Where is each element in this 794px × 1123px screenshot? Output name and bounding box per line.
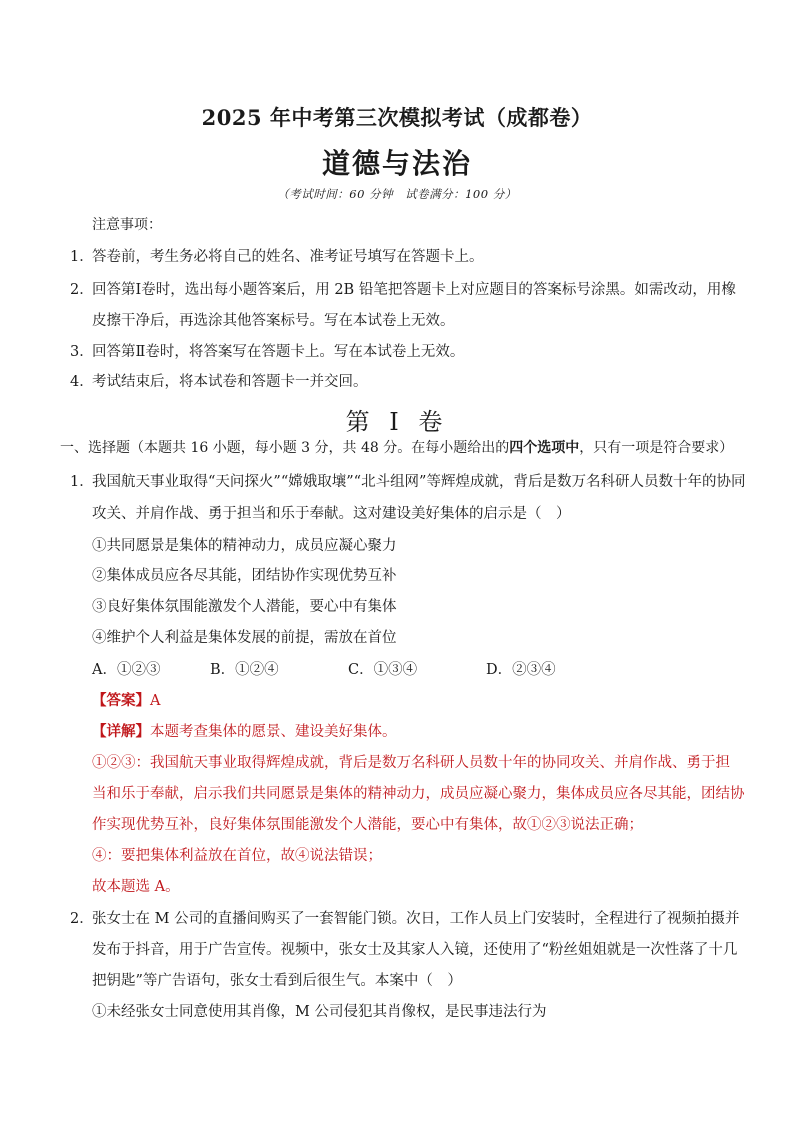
q1-analysis-line3: 作实现优势互补，良好集体氛围能激发个人潜能，要心中有集体，故①②③说法正确； bbox=[92, 817, 643, 833]
q1-option-d: D．②③④ bbox=[486, 662, 556, 678]
q1-detail bbox=[92, 722, 397, 742]
q1-statement-1: ①共同愿景是集体的精神动力，成员应凝心聚力 bbox=[92, 538, 397, 554]
notice-item-4-num: 4． bbox=[70, 374, 94, 390]
q2-statement-1: ①未经张女士同意使用其肖像，M 公司侵犯其肖像权，是民事违法行为 bbox=[92, 1004, 547, 1020]
notice-item-3-num: 3． bbox=[70, 344, 94, 360]
notice-item-2-text-line2: 皮擦干净后，再选涂其他答案标号。写在本试卷上无效。 bbox=[92, 313, 455, 329]
q1-stem-line2: 攻关、并肩作战、勇于担当和乐于奉献。这对建设美好集体的启示是（ ） bbox=[92, 506, 571, 522]
q2-number: 2． bbox=[70, 911, 94, 927]
section-instruction-part: 本题共 16 小题，每小题 3 分，共 48 分。 bbox=[144, 440, 412, 456]
q1-analysis-line4: ④：要把集体利益放在首位，故④说法错误； bbox=[92, 848, 382, 864]
detail-text: 本题考查集体的愿景、建设美好集体。 bbox=[150, 724, 397, 740]
q1-analysis-line2: 当和乐于奉献，启示我们共同愿景是集体的精神动力，成员应凝心聚力，集体成员应各尽其能，团结协 bbox=[92, 786, 745, 802]
notice-item-3-text: 回答第Ⅱ卷时，将答案写在答题卡上。写在本试卷上无效。 bbox=[92, 344, 465, 360]
q1-statement-3: ③良好集体氛围能激发个人潜能，要心中有集体 bbox=[92, 599, 397, 615]
q1-answer bbox=[92, 691, 160, 711]
section-instruction-part: 在每小题给出的 bbox=[411, 440, 510, 456]
q1-conclusion: 故本题选 A。 bbox=[92, 879, 180, 895]
notice-item-2-text-line1: 回答第Ⅰ卷时，选出每小题答案后，用 2B 铅笔把答题卡上对应题目的答案标号涂黑。如需改动，用橡 bbox=[92, 282, 736, 298]
q1-option-b: B．①②④ bbox=[210, 662, 279, 678]
section-title: 第 I 卷 bbox=[345, 408, 449, 436]
exam-info: （考试时间：60 分钟 试卷满分：100 分） bbox=[277, 187, 517, 201]
q1-statement-4: ④维护个人利益是集体发展的前提，需放在首位 bbox=[92, 630, 397, 646]
q2-stem-line3: 把钥匙”等广告语句，张女士看到后很生气。本案中（ ） bbox=[92, 973, 462, 989]
answer-value: A bbox=[150, 693, 161, 709]
notice-item-1-text: 答卷前，考生务必将自己的姓名、准考证号填写在答题卡上。 bbox=[92, 249, 484, 265]
answer-tag: 【答案】 bbox=[92, 692, 150, 709]
notice-item-4-text: 考试结束后，将本试卷和答题卡一并交回。 bbox=[92, 374, 368, 390]
q1-option-a: A．①②③ bbox=[92, 662, 161, 678]
notice-item-1-num: 1． bbox=[70, 249, 94, 265]
q1-number: 1． bbox=[70, 474, 94, 490]
section-instruction bbox=[60, 438, 733, 458]
q1-stem-line1: 我国航天事业取得“天问探火”“嫦娥取壤”“北斗组网”等辉煌成就，背后是数万名科研人员数十年的协同 bbox=[92, 474, 746, 490]
detail-tag: 【详解】 bbox=[92, 723, 150, 740]
exam-title: 2025 年中考第三次模拟考试（成都卷） bbox=[201, 105, 593, 130]
section-instruction-part: ，只有一项是符合要求） bbox=[579, 440, 734, 456]
section-instruction-part: 一、选择题（ bbox=[60, 440, 144, 456]
notice-item-2-num: 2． bbox=[70, 282, 94, 298]
notice-heading: 注意事项： bbox=[92, 217, 162, 233]
q2-stem-line1: 张女士在 M 公司的直播间购买了一套智能门锁。次日，工作人员上门安装时，全程进行了视频拍摄并 bbox=[92, 911, 740, 927]
section-instruction-part: 四个选项中 bbox=[509, 440, 580, 456]
q2-stem-line2: 发布于抖音，用于广告宣传。视频中，张女士及其家人入镜，还使用了“粉丝姐姐就是一次性落了十几 bbox=[92, 942, 738, 958]
q1-option-c: C．①③④ bbox=[348, 662, 418, 678]
subject-title: 道德与法治 bbox=[321, 147, 472, 180]
q1-analysis-line1: ①②③：我国航天事业取得辉煌成就，背后是数万名科研人员数十年的协同攻关、并肩作战、勇于担 bbox=[92, 755, 730, 771]
q1-statement-2: ②集体成员应各尽其能，团结协作实现优势互补 bbox=[92, 568, 397, 584]
